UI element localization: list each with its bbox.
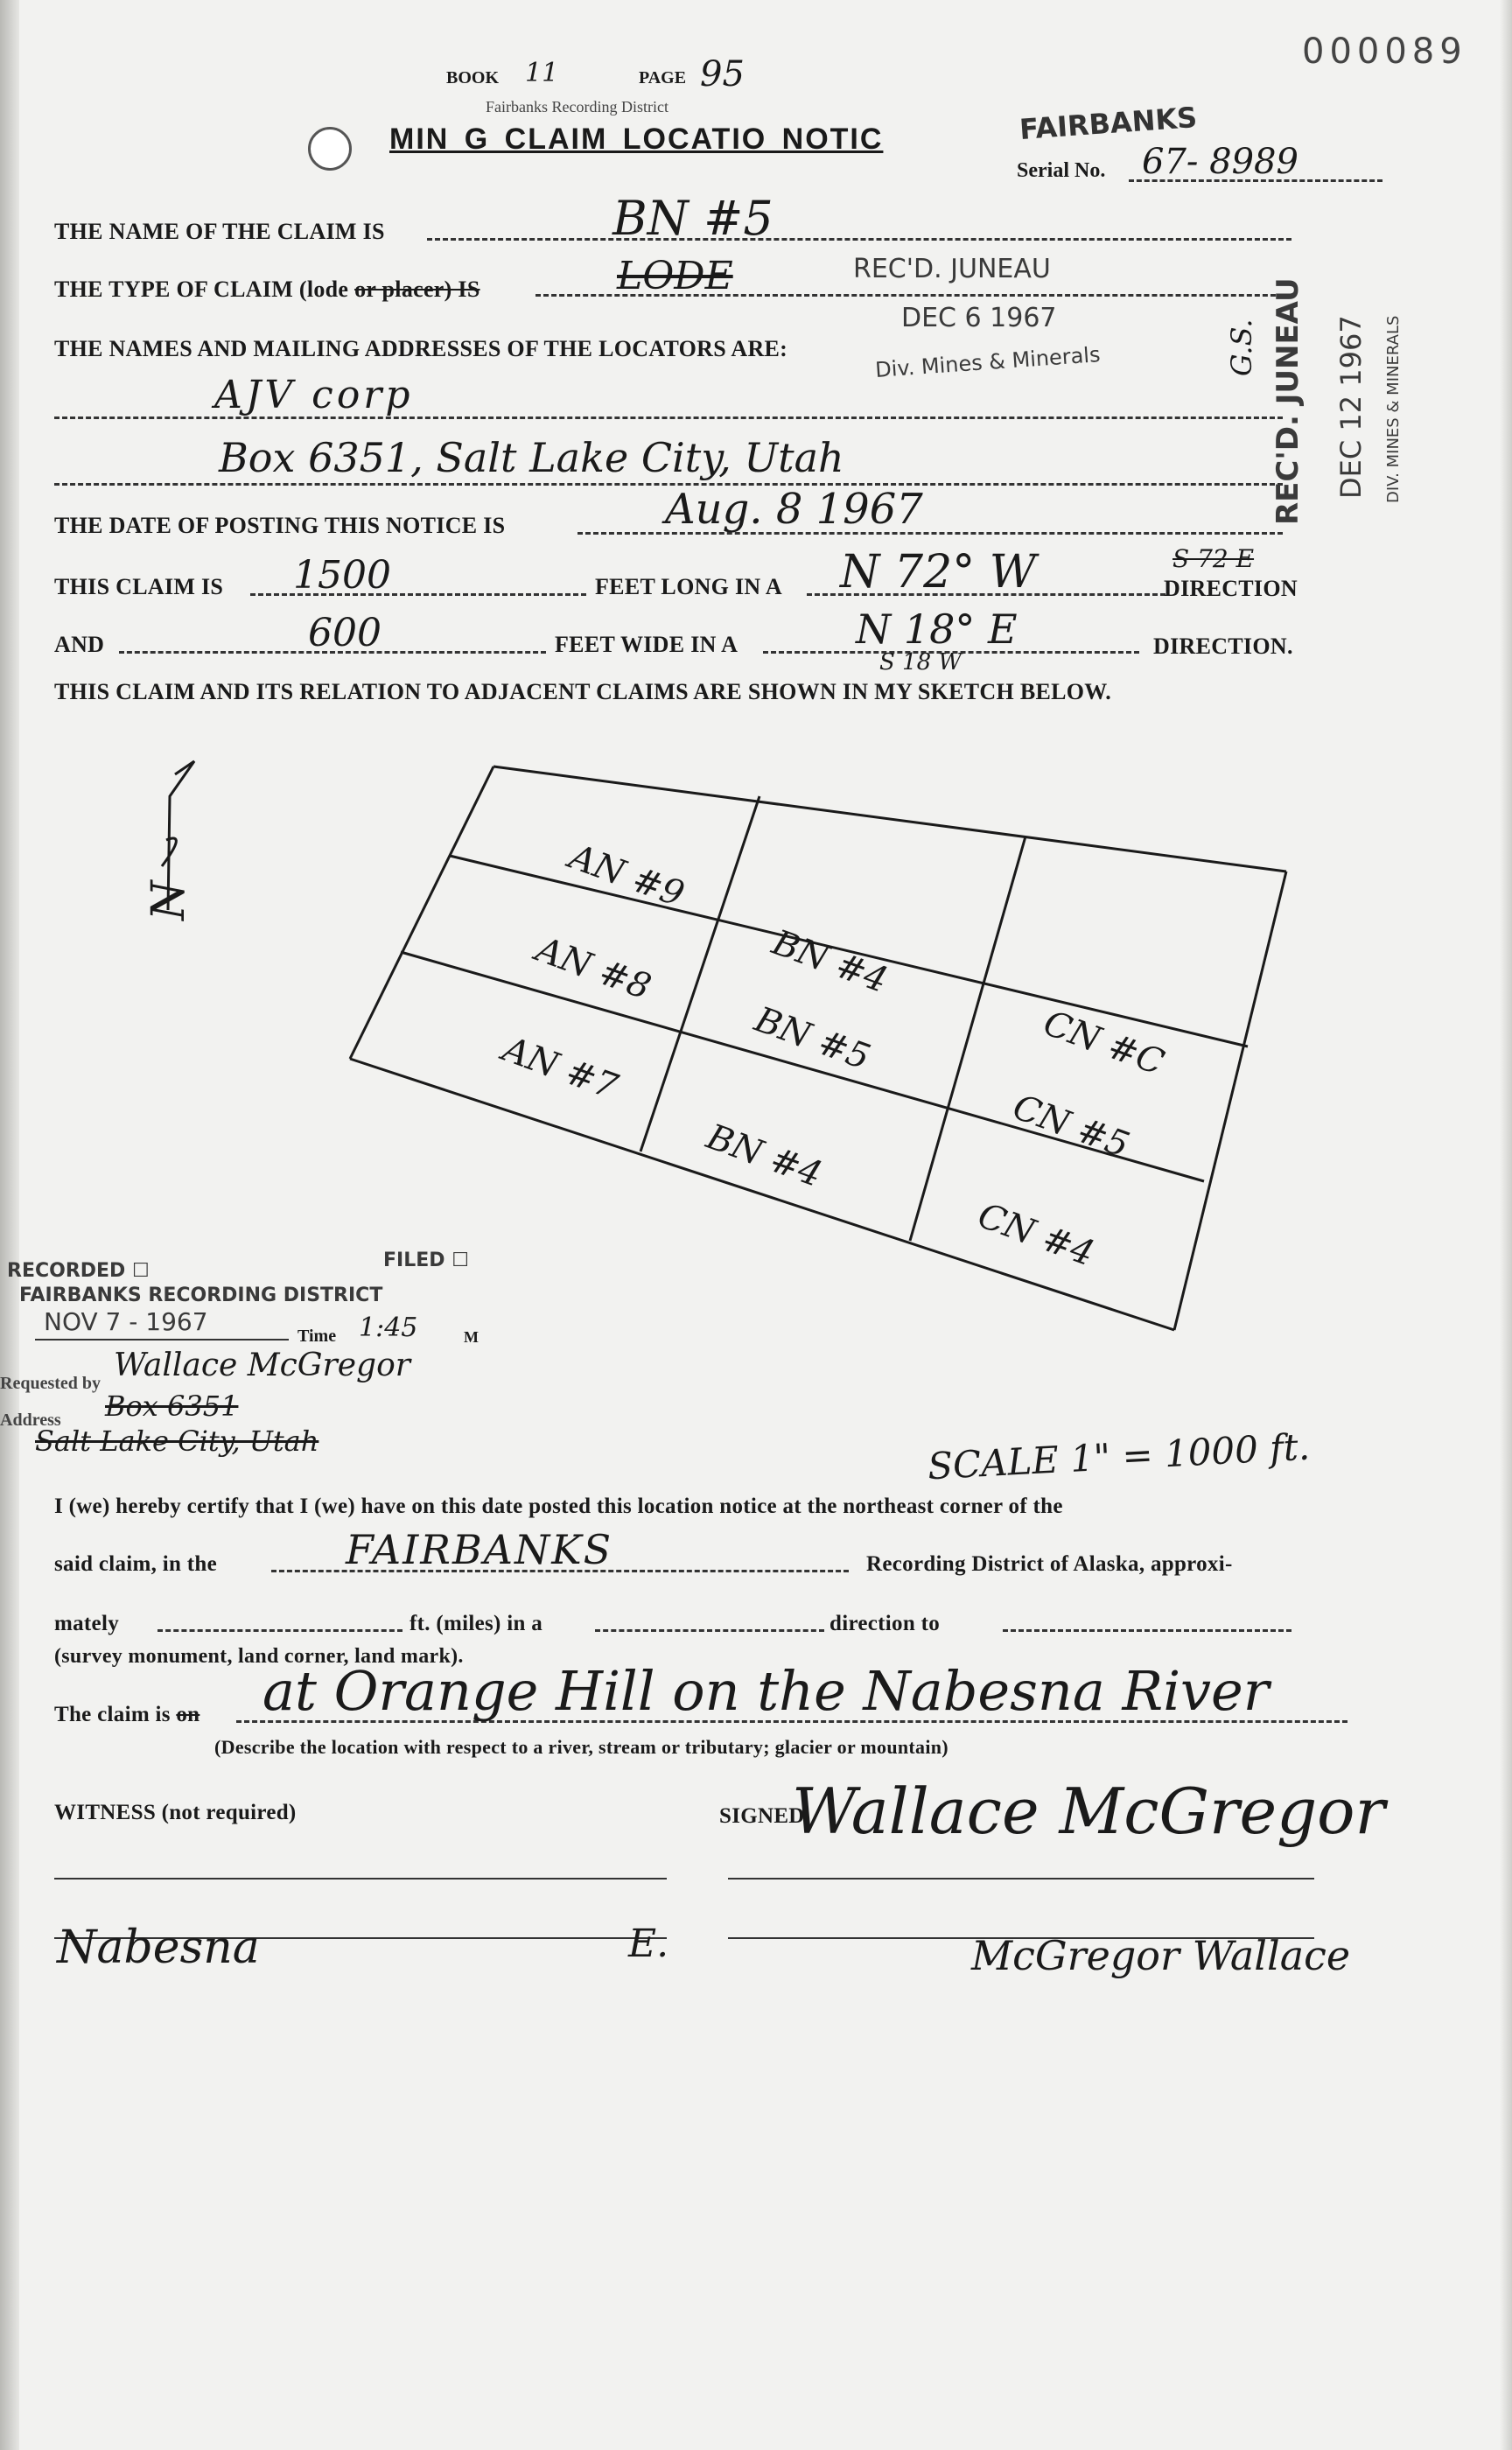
punch-hole <box>308 127 352 171</box>
wide-direction-label: DIRECTION. <box>1153 634 1293 659</box>
received-juneau-stamp: REC'D. JUNEAU <box>853 254 1051 284</box>
serial-label: Serial No. <box>1017 159 1106 182</box>
recording-district-value: FAIRBANKS <box>346 1526 613 1573</box>
cell-cn-5: CN #5 <box>1007 1087 1135 1166</box>
locator-signature: Wallace McGregor <box>792 1774 1385 1848</box>
cell-bn-4-top: BN #4 <box>766 922 893 1001</box>
witness-handwriting: Nabesna <box>57 1922 260 1974</box>
ft-miles-label: ft. (miles) in a <box>410 1612 542 1635</box>
vertical-juneau-stamp: REC'D. JUNEAU <box>1270 277 1306 525</box>
claim-length-value: 1500 <box>293 553 391 598</box>
vertical-initials: G.S. <box>1225 318 1258 376</box>
page-value: 95 <box>700 54 745 94</box>
cell-an-8: AN #8 <box>530 929 656 1008</box>
requested-value: Wallace McGregor <box>114 1348 410 1383</box>
scan-left-edge <box>0 0 19 2450</box>
document-serial-number: 000089 <box>1302 32 1467 72</box>
locator-name: AJV corp <box>214 373 414 417</box>
recording-district-label: Recording District of Alaska, approxi- <box>866 1552 1233 1576</box>
claim-type-label-a: THE TYPE OF CLAIM (lode <box>54 276 349 302</box>
claim-type-value: LODE <box>617 254 733 298</box>
time-value: 1:45 <box>359 1312 418 1343</box>
claim-sketch <box>140 735 1330 1365</box>
wide-direction-value: N 18° E <box>856 606 1018 653</box>
said-claim-label: said claim, in the <box>54 1552 217 1576</box>
claim-name-value: BN #5 <box>612 191 774 246</box>
feet-long-label: FEET LONG IN A <box>595 574 782 599</box>
claim-length-label: THIS CLAIM IS <box>54 574 224 599</box>
posting-date-label: THE DATE OF POSTING THIS NOTICE IS <box>54 513 506 538</box>
cell-bn-4-bottom: BN #4 <box>701 1116 828 1195</box>
recorded-label: RECORDED ☐ <box>7 1260 150 1282</box>
cell-an-7: AN #7 <box>497 1029 623 1108</box>
sketch-label: THIS CLAIM AND ITS RELATION TO ADJACENT CLAIMS ARE SHOWN IN MY SKETCH BELOW. <box>54 679 1111 704</box>
claim-type-label <box>54 276 480 303</box>
long-direction-label: DIRECTION <box>1164 576 1298 601</box>
page-label: PAGE <box>639 68 687 88</box>
claim-location-value: at Orange Hill on the Nabesna River <box>262 1659 1270 1723</box>
book-value: 11 <box>525 58 559 88</box>
address-line-1: Box 6351 <box>105 1390 239 1423</box>
posting-date-value: Aug. 8 1967 <box>665 485 923 534</box>
witness-initial: E. <box>628 1922 669 1966</box>
second-signature: McGregor Wallace <box>971 1932 1351 1979</box>
vertical-date-stamp: DEC 12 1967 <box>1334 315 1368 499</box>
direction-to-label: direction to <box>830 1612 941 1635</box>
claim-name-label: THE NAME OF THE CLAIM IS <box>54 219 385 244</box>
survey-hint: (survey monument, land corner, land mark). <box>54 1645 464 1668</box>
claim-is-struck: on <box>176 1703 200 1726</box>
recorder-line: Fairbanks Recording District <box>486 98 668 116</box>
recording-date-stamp: NOV 7 - 1967 <box>44 1307 208 1336</box>
address-line-2: Salt Lake City, Utah <box>35 1424 319 1458</box>
locators-label: THE NAMES AND MAILING ADDRESSES OF THE LOCATORS ARE: <box>54 336 788 361</box>
requested-label: Requested by <box>0 1374 102 1393</box>
received-juneau-division: Div. Mines & Minerals <box>874 342 1102 382</box>
wide-direction-extra: S 18 W <box>879 649 962 676</box>
time-label: Time <box>298 1326 337 1346</box>
cell-cn-4: CN #4 <box>972 1195 1100 1275</box>
serial-value: 67- 8989 <box>1142 142 1298 182</box>
vertical-division-stamp: DIV. MINES & MINERALS <box>1384 315 1403 503</box>
feet-wide-label: FEET WIDE IN A <box>555 632 738 657</box>
describe-hint: (Describe the location with respect to a river, stream or tributary; glacier or mountain) <box>214 1736 948 1758</box>
mately-label: mately <box>54 1612 119 1635</box>
north-label: N <box>143 880 195 920</box>
locator-address: Box 6351, Salt Lake City, Utah <box>219 434 844 481</box>
recording-district-stamp: FAIRBANKS RECORDING DISTRICT <box>19 1284 383 1306</box>
claim-is-label <box>54 1703 200 1727</box>
form-title: MIN G CLAIM LOCATIO NOTIC <box>389 122 884 156</box>
signed-label: SIGNED <box>719 1804 805 1828</box>
cell-cn-c: CN #C <box>1038 1003 1170 1084</box>
cell-an-9: AN #9 <box>564 836 690 915</box>
sketch-scale: SCALE 1" = 1000 ft. <box>927 1424 1312 1488</box>
filed-label: FILED ☐ <box>383 1250 469 1271</box>
address-label: Address <box>0 1410 61 1430</box>
long-direction-value: N 72° W <box>840 546 1037 598</box>
received-juneau-date: DEC 6 1967 <box>901 303 1057 333</box>
cell-bn-5: BN #5 <box>749 999 876 1078</box>
claim-is-label-text: The claim is <box>54 1703 171 1726</box>
witness-label: WITNESS (not required) <box>54 1801 297 1824</box>
long-direction-extra: S 72 E <box>1172 544 1255 573</box>
and-label: AND <box>54 632 105 657</box>
claim-width-value: 600 <box>308 611 382 655</box>
book-label: BOOK <box>446 68 500 88</box>
fairbanks-stamp: FAIRBANKS <box>1018 100 1199 147</box>
certify-text: I (we) hereby certify that I (we) have on this date posted this location notice at the northeast corner of the <box>54 1494 1063 1518</box>
scan-right-edge <box>1500 0 1512 2450</box>
claim-type-label-struck: or placer) IS <box>354 276 480 302</box>
time-suffix: M <box>464 1328 479 1346</box>
